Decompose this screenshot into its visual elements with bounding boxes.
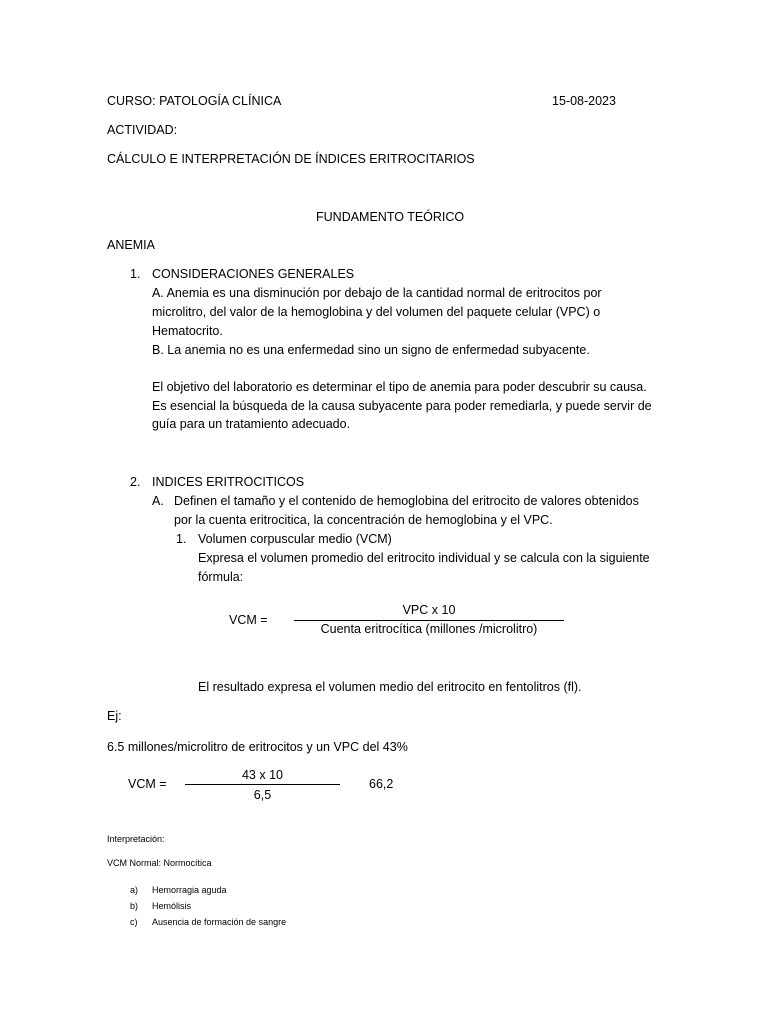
document-date: 15-08-2023 (552, 94, 616, 108)
list-item: Ausencia de formación de sangre (152, 917, 287, 927)
formula-lhs: VCM = (229, 613, 268, 627)
interpretation-label: Interpretación: (107, 834, 165, 844)
subsection-line: fórmula: (198, 570, 244, 584)
result-explanation: El resultado expresa el volumen medio del eritrocito en fentolitros (fl). (198, 680, 582, 694)
subsection-title: Volumen corpuscular medio (VCM) (198, 532, 392, 546)
example-lhs: VCM = (128, 777, 167, 791)
activity-title: CÁLCULO E INTERPRETACIÓN DE ÍNDICES ERITROCITARIOS (107, 152, 475, 166)
section2-a-line: Definen el tamaño y el contenido de hemoglobina del eritrocito de valores obtenidos (174, 494, 639, 508)
list-item: Hemólisis (152, 901, 192, 911)
section1-line: Hematocrito. (152, 324, 223, 338)
section1-line: microlitro, del valor de la hemoglobina y del volumen del paquete celular (VPC) o (152, 305, 601, 319)
section2-title: INDICES ERITROCITICOS (152, 475, 305, 489)
example-label: Ej: (107, 709, 122, 723)
list-item: Hemorragia aguda (152, 885, 227, 895)
section1-title: CONSIDERACIONES GENERALES (152, 267, 355, 281)
section1-paragraph-line: El objetivo del laboratorio es determinar el tipo de anemia para poder descubrir su causa. (152, 380, 647, 394)
list-marker: b) (130, 901, 139, 911)
example-result: 66,2 (369, 777, 394, 791)
formula-numerator: VPC x 10 (402, 603, 456, 617)
list-marker: c) (130, 917, 138, 927)
section1-line: A. Anemia es una disminución por debajo de la cantidad normal de eritrocitos por (152, 286, 602, 300)
interpretation-normal: VCM Normal: Normocítica (107, 858, 212, 868)
section1-line: B. La anemia no es una enfermedad sino un signo de enfermedad subyacente. (152, 343, 590, 357)
list-marker: a) (130, 885, 139, 895)
topic-heading: ANEMIA (107, 238, 155, 252)
section2-a-line: por la cuenta eritrocitica, la concentración de hemoglobina y el VPC. (174, 513, 553, 527)
example-numerator: 43 x 10 (241, 768, 283, 782)
subsection-number: 1. (176, 532, 187, 546)
section1-paragraph-line: guía para un tratamiento adecuado. (152, 417, 351, 431)
example-denominator: 6,5 (253, 788, 272, 802)
activity-label: ACTIVIDAD: (107, 123, 178, 137)
section2-a-label: A. (152, 494, 164, 508)
example-fraction-bar (185, 784, 340, 785)
formula-denominator: Cuenta eritrocítica (millones /microlitro) (320, 622, 538, 636)
section-title: FUNDAMENTO TEÓRICO (316, 210, 465, 224)
section1-number: 1. (130, 267, 141, 281)
course-title: CURSO: PATOLOGÍA CLÍNICA (107, 94, 282, 108)
example-statement: 6.5 millones/microlitro de eritrocitos y un VPC del 43% (107, 740, 408, 754)
subsection-line: Expresa el volumen promedio del eritrocito individual y se calcula con la siguiente (198, 551, 650, 565)
section2-number: 2. (130, 475, 141, 489)
section1-paragraph-line: Es esencial la búsqueda de la causa subyacente para poder remediarla, y puede servir de (152, 399, 652, 413)
